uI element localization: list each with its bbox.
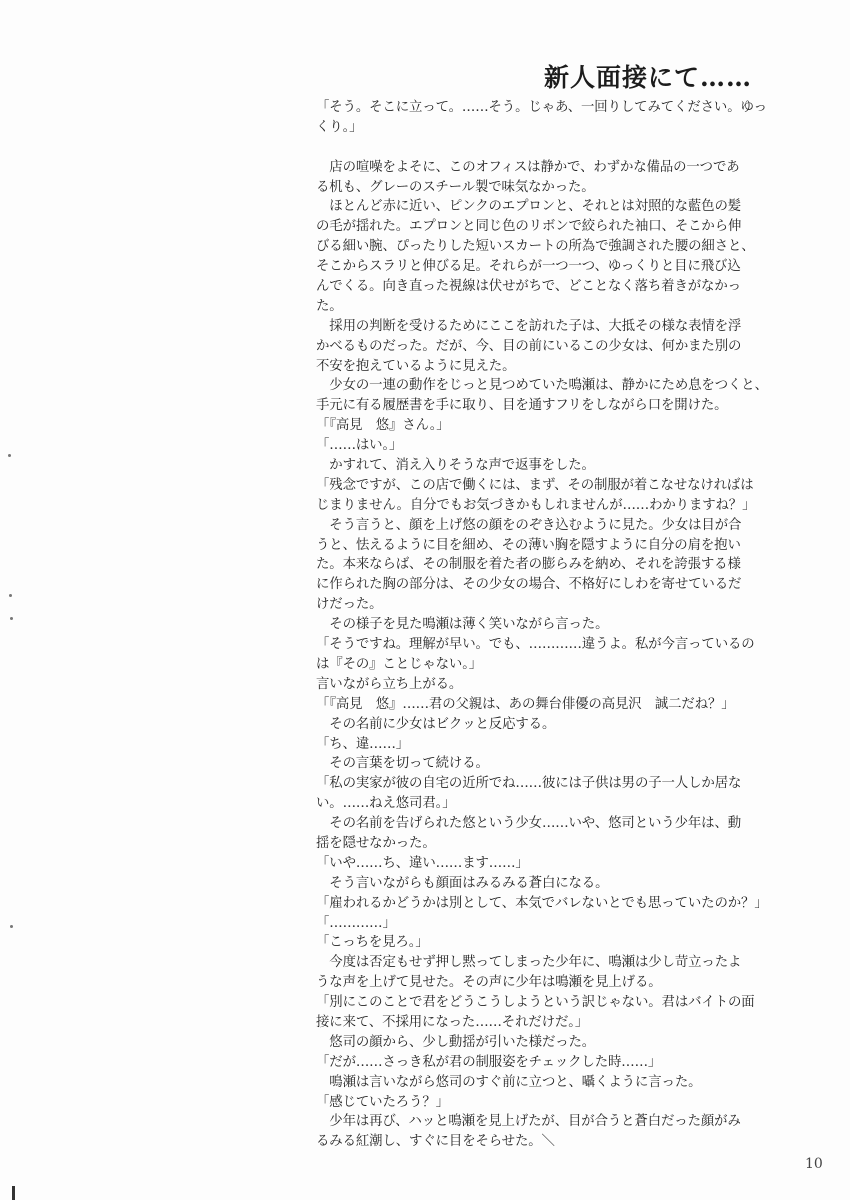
text-line: 採用の判断を受けるためにここを訪れた子は、大抵その様な表情を浮 xyxy=(316,318,742,334)
text-line: た。 xyxy=(316,298,343,314)
text-line: 店の喧噪をよそに、このオフィスは静かで、わずかな備品の一つであ xyxy=(316,159,740,175)
text-line: 不安を抱えているように見えた。 xyxy=(316,358,516,374)
text-line: 「……はい。」 xyxy=(316,438,403,454)
text-line: 「『高見 悠』……君の父親は、あの舞台俳優の高見沢 誠二だね？」 xyxy=(316,696,735,712)
text-line: 「いや……ち、違い……ます……」 xyxy=(316,855,529,871)
text-line: そこからスラリと伸びる足。それらが一つ一つ、ゆっくりと目に飛び込 xyxy=(316,259,741,275)
story-text xyxy=(316,98,774,1152)
text-line: る机も、グレーのスチール製で味気なかった。 xyxy=(316,179,595,195)
text-line: 「『高見 悠』さん。」 xyxy=(316,418,450,434)
text-line: に作られた胸の部分は、その少女の場合、不格好にしわを寄せているだ xyxy=(316,577,742,593)
text-line: 「私の実家が彼の自宅の近所でね……彼には子供は男の子一人しか居な xyxy=(316,776,742,792)
scan-speck xyxy=(10,925,13,928)
scan-speck xyxy=(9,594,12,597)
text-line: うな声を上げて見せた。その声に少年は鳴瀬を見上げる。 xyxy=(316,975,662,991)
text-line: 少年は再び、ハッと鳴瀬を見上げたが、目が合うと蒼白だった顔がみ xyxy=(316,1114,741,1130)
text-line: 接に来て、不採用になった……それだけだ。」 xyxy=(316,1014,589,1030)
text-line: い。……ねえ悠司君。」 xyxy=(316,796,456,812)
text-line: 鳴瀬は言いながら悠司のすぐ前に立つと、囁くように言った。 xyxy=(316,1074,702,1090)
chapter-title: 新人面接にて…… xyxy=(543,63,752,92)
text-line: 「こっちを見ろ。」 xyxy=(316,935,429,951)
text-line: 揺を隠せなかった。 xyxy=(316,835,436,851)
text-line: 「雇われるかどうかは別として、本気でバレないとでも思っていたのか？」 xyxy=(316,895,768,911)
text-line: 悠司の顔から、少し動揺が引いた様だった。 xyxy=(316,1034,596,1050)
text-line: うと、怯えるように目を細め、その薄い胸を隠すように自分の肩を抱い xyxy=(316,537,741,553)
binding-edge-mark xyxy=(12,1186,15,1200)
text-line: は『その』ことじゃない。」 xyxy=(316,656,483,672)
text-line: くり。」 xyxy=(316,119,363,135)
text-line: そう言うと、顔を上げ悠の顔をのぞき込むように見た。少女は目が合 xyxy=(316,517,742,533)
text-line: かすれて、消え入りそうな声で返事をした。 xyxy=(316,458,595,474)
text-line: 「そうですね。理解が早い。でも、…………違うよ。私が今言っているの xyxy=(316,637,755,653)
text-line: じまりません。自分でもお気づきかもしれませんが……わかりますね？」 xyxy=(316,497,756,513)
text-line: 少女の一連の動作をじっと見つめていた鳴瀬は、静かにため息をつくと、 xyxy=(316,378,768,394)
text-line: その名前を告げられた悠という少女……いや、悠司という少年は、動 xyxy=(316,816,742,832)
page-number: 10 xyxy=(805,1156,823,1172)
text-line: んでくる。向き直った視線は伏せがちで、どことなく落ち着きがなかっ xyxy=(316,279,741,295)
scan-speck xyxy=(8,454,11,457)
text-line: 「残念ですが、この店で働くには、まず、その制服が着こなせなければは xyxy=(316,477,754,493)
text-line: 「そう。そこに立って。……そう。じゃあ、一回りしてみてください。ゆっ xyxy=(316,100,767,115)
text-line: 「だが……さっき私が君の制服姿をチェックした時……」 xyxy=(316,1054,662,1070)
text-line: の毛が揺れた。エプロンと同じ色のリボンで絞られた袖口、そこから伸 xyxy=(316,219,742,235)
text-line: 手元に有る履歴書を手に取り、目を通すフリをしながら口を開けた。 xyxy=(316,398,728,414)
text-line: びる細い腕、ぴったりした短いスカートの所為で強調された腰の細さと、 xyxy=(316,239,755,255)
text-line: その言葉を切って続ける。 xyxy=(316,756,489,772)
text-line: るみる紅潮し、すぐに目をそらせた。＼ xyxy=(316,1134,555,1150)
text-line: た。本来ならば、その制服を着た者の膨らみを納め、それを誇張する様 xyxy=(316,557,741,573)
text-line: 今度は否定もせず押し黙ってしまった少年に、鳴瀬は少し苛立ったよ xyxy=(316,955,742,971)
text-line xyxy=(316,138,774,158)
text-line: その様子を見た鳴瀬は薄く笑いながら言った。 xyxy=(316,617,609,633)
text-line: ほとんど赤に近い、ピンクのエプロンと、それとは対照的な藍色の髪 xyxy=(316,199,742,215)
scan-speck xyxy=(10,617,13,620)
text-line: その名前に少女はビクッと反応する。 xyxy=(316,716,556,732)
text-line: けだった。 xyxy=(316,597,383,613)
text-line: 「…………」 xyxy=(316,915,396,931)
text-line: かべるものだった。だが、今、目の前にいるこの少女は、何かまた別の xyxy=(316,338,742,354)
text-line: 「別にこのことで君をどうこうしようという訳じゃない。君はバイトの面 xyxy=(316,995,755,1011)
text-line: 「ち、違……」 xyxy=(316,736,410,752)
text-line: 「感じていたろう？」 xyxy=(316,1094,449,1110)
text-line: そう言いながらも顔面はみるみる蒼白になる。 xyxy=(316,875,609,891)
text-line: 言いながら立ち上がる。 xyxy=(316,676,463,692)
